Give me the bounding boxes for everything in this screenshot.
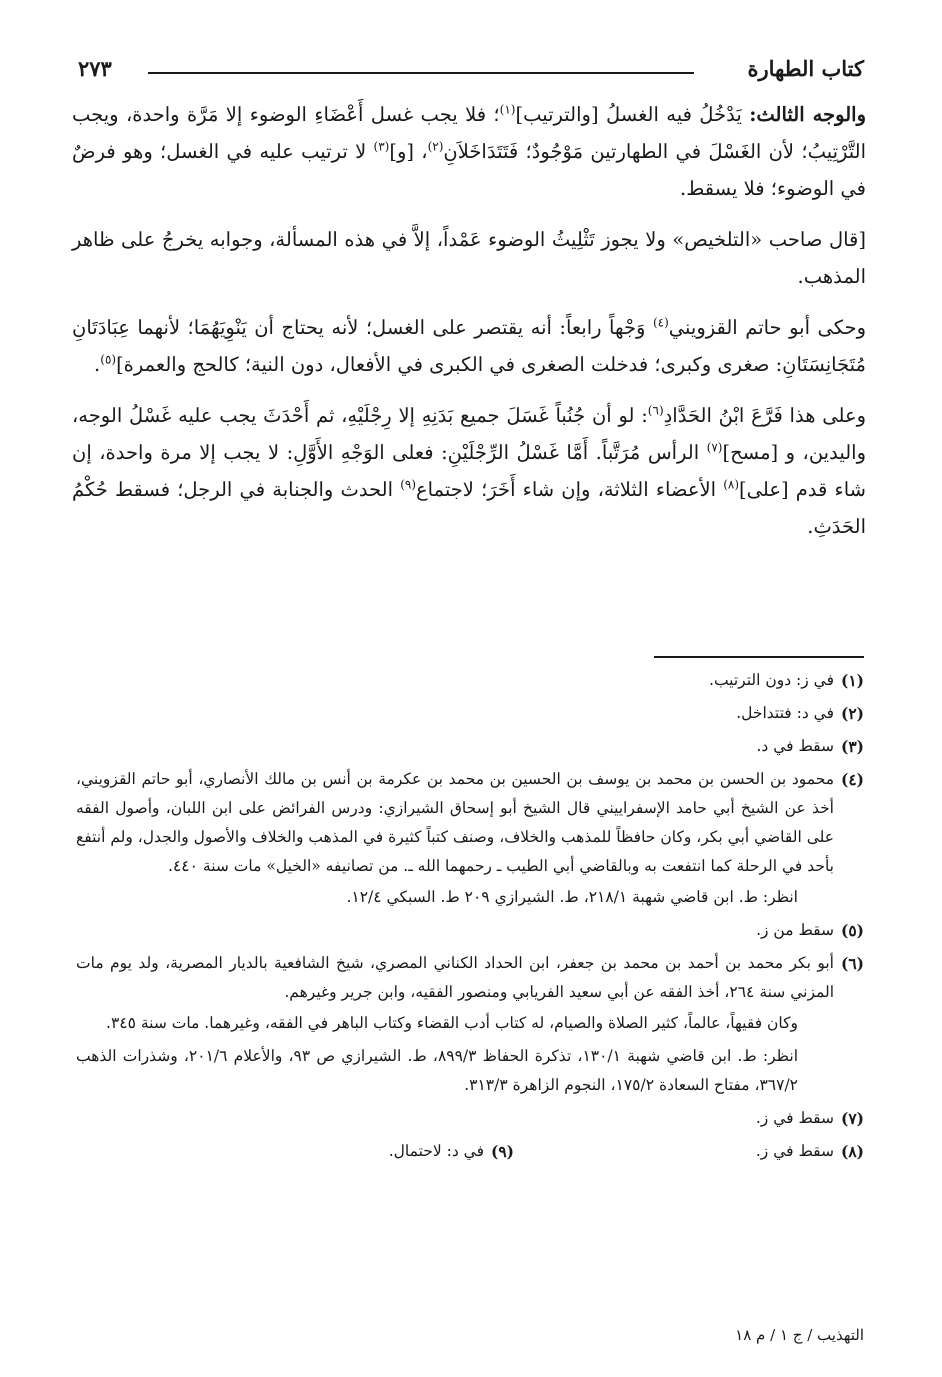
text-run: وحكى أبو حاتم القزويني — [668, 316, 866, 339]
footnote-text: أبو بكر محمد بن أحمد بن محمد بن جعفر، ابن الحداد الكناني المصري، شيخ الشافعية بالديار المصرية، ولد يوم مات المزني سنة ٢٦٤، أخذ الفقه عن أبي سعيد الفريابي ومنصور الفقيه، وابن جرير وغيرهم. — [76, 954, 834, 1001]
page-header — [78, 50, 864, 86]
paragraph-ibn-haddad — [72, 397, 866, 545]
footnote-4 — [76, 765, 864, 912]
text-run: وعلى هذا فَرَّعَ ابْنُ الحَدَّادِ — [663, 404, 866, 427]
text-run: . — [94, 353, 101, 376]
footnote-ref: (٥) — [100, 352, 117, 367]
footnote-ref: (٨) — [723, 477, 740, 492]
footnote-number: (٤) — [840, 770, 864, 789]
footnote-number: (٨) — [840, 1142, 864, 1161]
footnote-text: في د: فتتداخل. — [736, 704, 834, 722]
footnote-2 — [76, 699, 864, 728]
footnote-9 — [244, 1137, 514, 1166]
footnote-ref: (٤) — [652, 315, 669, 330]
footnote-reference: انظر: ط. ابن قاضي شهبة ٢١٨/١، ط. الشيرازي ٢٠٩ ط. السبكي ١٢/٤. — [346, 888, 798, 906]
footnote-3 — [76, 732, 864, 761]
footnote-text: سقط في د. — [756, 737, 834, 755]
footnote-reference: انظر: ط. ابن قاضي شهبة ١٣٠/١، تذكرة الحفاظ ٨٩٩/٣، ط. الشيرازي ص ٩٣، والأعلام ٢٠١/٦، وشذرات الذهب ٣٦٧/٢، مفتاح السعادة ١٧٥/٢، النجوم الزاهرة ٣١٣/٣. — [76, 1047, 798, 1094]
main-text — [72, 96, 866, 559]
text-run: لا ترتيب عليه في الغسل؛ وهو فرضٌ في الوضوء؛ فلا يسقط. — [72, 140, 866, 200]
footnote-text: سقط في ز. — [755, 1109, 834, 1127]
header-rule — [148, 72, 694, 74]
footnote-row — [76, 1137, 864, 1170]
footnotes — [76, 666, 864, 1170]
text-run: يَدْخُلُ فيه الغسلُ [والترتيب] — [515, 103, 750, 126]
text-run: ، [و] — [389, 140, 428, 163]
footnote-paragraph: وكان فقيهاً، عالماً، كثير الصلاة والصيام، له كتاب أدب القضاء وكتاب الباهر في الفقه، وغيرهما. مات سنة ٣٤٥. — [106, 1014, 798, 1032]
text-run: : لو أن جُنُباً غَسَلَ جميع بَدَنِهِ إلا رِجْلَيْهِ، ثم أَحْدَثَ يجب عليه غَسْلُ الوجه، واليدين، و [مسح] — [72, 404, 866, 464]
footnote-text: في ز: دون الترتيب. — [709, 671, 834, 689]
footnote-number: (٢) — [840, 704, 864, 723]
paragraph-qazwini — [72, 309, 866, 383]
footnote-text: محمود بن الحسن بن محمد بن يوسف بن الحسين بن محمد بن عكرمة بن أنس بن مالك الأنصاري، أبو حاتم القزويني، أخذ عن الشيخ أبي حامد الإسفراييني قال الشيخ أبو إسحاق الشيرازي: ودرس الفرائض على ابن اللبان، وأصول الفقه على القاضي أبي بكر، وكان حافظاً للمذهب والخلاف، وصنف كتباً كثيرة في المذهب والخلاف والأصول والجدل، ولم أنتفع بأحد في الرحلة كما انتفعت به وبالقاضي أبي الطيب ـ رحمهما الله ـ. من تصانيفه «الخيل» مات سنة ٤٤٠. — [76, 770, 834, 875]
footnote-7 — [76, 1104, 864, 1133]
footnote-5 — [76, 916, 864, 945]
running-title: كتاب الطهارة — [747, 56, 864, 81]
footnote-ref: (٢) — [427, 139, 444, 154]
footnote-number: (١) — [840, 671, 864, 690]
text-run: ؛ فلا يجب غسل أَعْضَاءِ الوضوء إلا مَرَّة واحدة، ويجب التَّرْتِيبُ؛ لأن الغَسْلَ في الطهارتين مَوْجُودٌ؛ فَتَتَدَاخَلاَنِ — [72, 103, 867, 163]
page-footer — [735, 1326, 864, 1344]
text-run: الرأس مُرَتَّباً. أَمَّا غَسْلُ الرِّجْلَيْنِ: فعلى الوَجْهِ الأَوَّلِ: لا يجب إلا مرة واحدة، إن شاء قدم [على] — [72, 441, 866, 501]
paragraph-third-aspect — [72, 96, 866, 207]
footnote-number: (٣) — [840, 737, 864, 756]
footnote-number: (٧) — [840, 1109, 864, 1128]
text-run: وَجْهاً رابعاً: أنه يقتصر على الغسل؛ لأنه يحتاج أن يَنْوِيَهُمَا؛ لأنهما عِبَادَتَانِ مُتَجَانِسَتَانِ: صغرى وكبرى؛ فدخلت الصغرى في الكبرى في الأفعال، دون النية؛ كالحج والعمرة] — [72, 316, 866, 376]
footnote-8 — [594, 1137, 864, 1166]
text-run: الأعضاء الثلاثة، وإن شاء أَخَرَ؛ لاجتماع — [416, 478, 724, 501]
footnote-ref: (٧) — [706, 440, 723, 455]
text-run: الحدث والجنابة في الرجل؛ فسقط حُكْمُ الحَدَثِ. — [72, 478, 866, 538]
footnote-1 — [76, 666, 864, 695]
footnote-number: (٥) — [840, 921, 864, 940]
footnote-text: سقط في ز. — [755, 1142, 834, 1160]
footnote-ref: (١) — [499, 102, 516, 117]
footnote-number: (٩) — [490, 1142, 514, 1161]
footnote-ref: (٩) — [400, 477, 417, 492]
footnote-text: سقط من ز. — [756, 921, 834, 939]
footnote-ref: (٣) — [373, 139, 390, 154]
signature-mark: التهذيب / ج ١ / م ١٨ — [735, 1326, 864, 1344]
footnote-separator — [654, 656, 864, 658]
paragraph-lead: والوجه الثالث: — [749, 103, 866, 126]
footnote-number: (٦) — [840, 954, 864, 973]
footnote-6 — [76, 949, 864, 1100]
footnote-text: في د: لاحتمال. — [388, 1142, 484, 1160]
footnote-ref: (٦) — [647, 403, 664, 418]
page-number: ٢٧٣ — [78, 56, 112, 81]
paragraph-talkhis: [قال صاحب «التلخيص» ولا يجوز تَثْلِيثُ الوضوء عَمْداً، إلاَّ في هذه المسألة، وجوابه يخرجُ على ظاهر المذهب. — [72, 228, 866, 288]
